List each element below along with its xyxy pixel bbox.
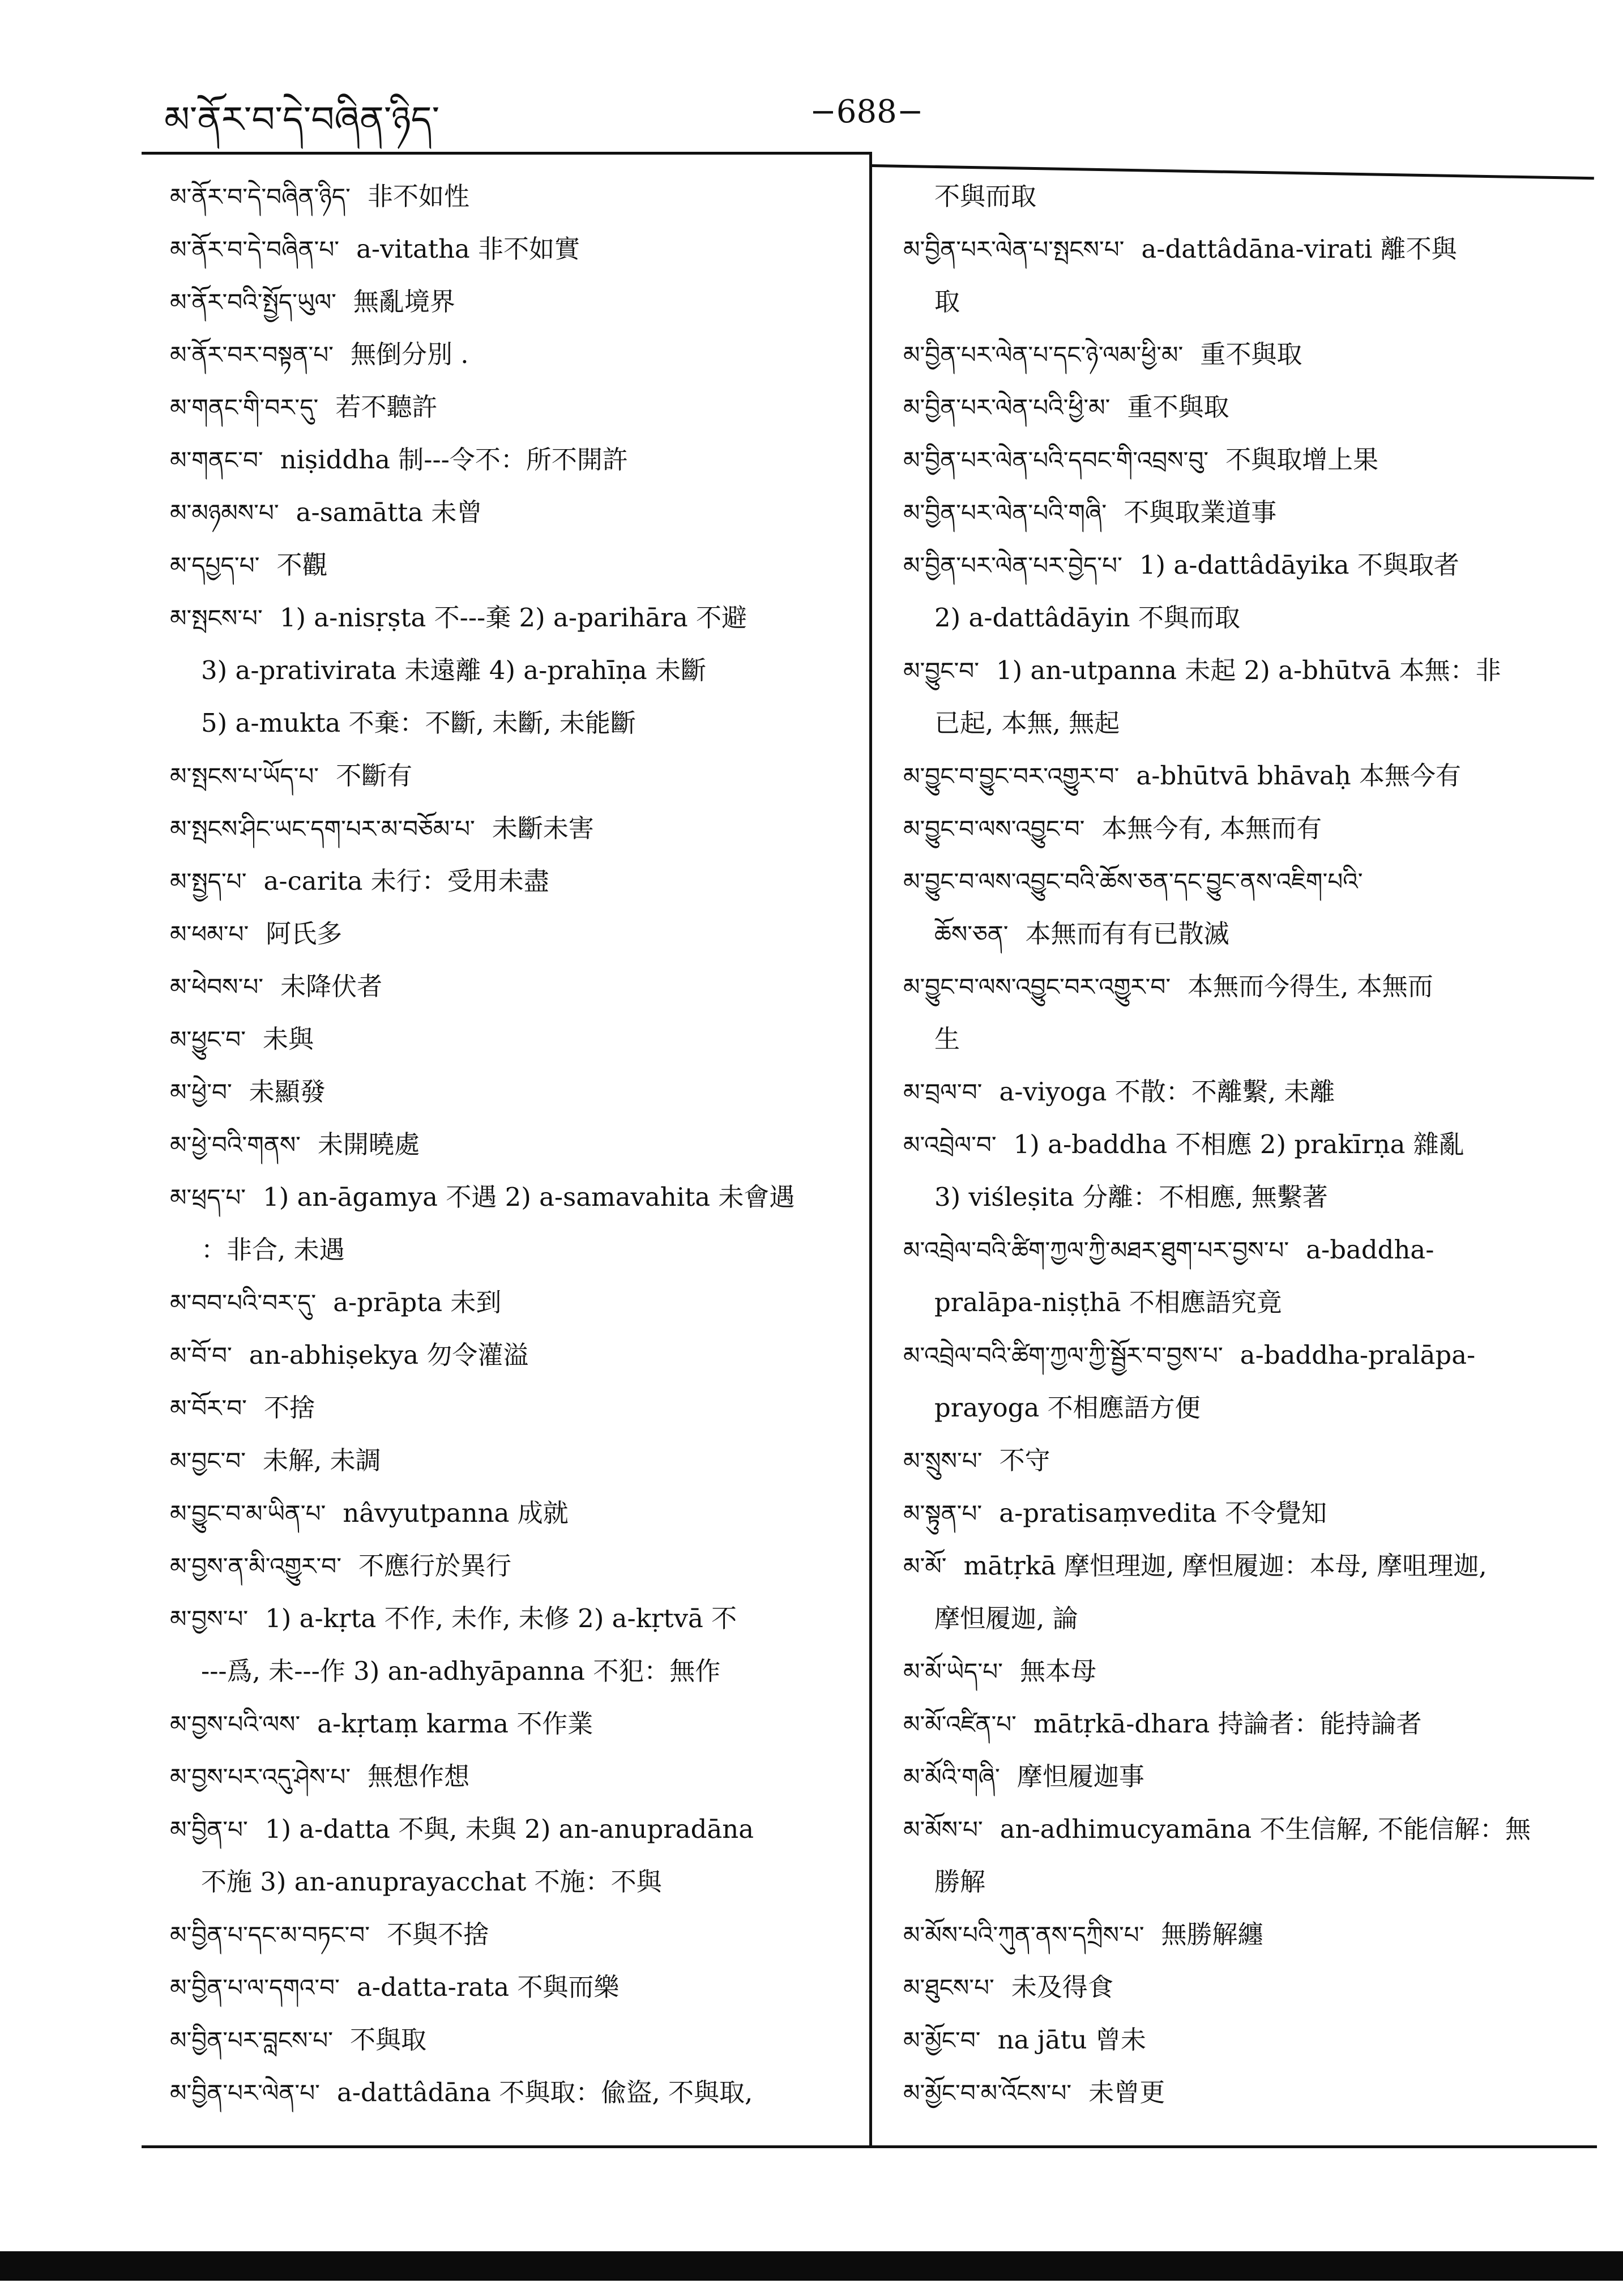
dictionary-line <box>903 1013 1577 1065</box>
entry-gloss: 重不與取 <box>1127 392 1229 422</box>
entry-gloss: a-viyoga 不散：不離繫, 未離 <box>999 1077 1335 1107</box>
entry-gloss: 未顯發 <box>249 1077 326 1107</box>
entry-gloss: a-datta-rata 不與而樂 <box>356 1972 620 2002</box>
entry-gloss: 不斷有 <box>336 761 413 791</box>
bottom-rule <box>142 2145 1597 2148</box>
dictionary-line <box>903 1803 1577 1855</box>
entry-gloss: 1) an-āgamya 不遇 2) a-samavahita 未會遇 <box>263 1182 795 1212</box>
tibetan-headword: མ་མྱོང་བ་མ་འོངས་པ་ <box>903 2079 1072 2107</box>
entry-gloss: 未斷未害 <box>492 813 594 843</box>
tibetan-headword: མ་བྱིན་པར་ལེན་པའི་དབང་གི་འབྲས་བུ་ <box>903 446 1209 474</box>
dictionary-line <box>170 2066 878 2119</box>
dictionary-line <box>903 855 1577 907</box>
dictionary-line <box>903 2066 1577 2119</box>
dictionary-line <box>903 486 1577 539</box>
dictionary-line <box>903 1487 1577 1539</box>
dictionary-line <box>170 1065 878 1118</box>
dictionary-line <box>170 223 878 275</box>
dictionary-line <box>170 1855 878 1908</box>
tibetan-headword: མ་བྱུང་བ་ལས་འབྱུང་བ་ <box>903 815 1085 843</box>
entry-gloss: a-bhūtvā bhāvaḥ 本無今有 <box>1136 761 1462 791</box>
dictionary-line <box>170 697 878 749</box>
entry-gloss: a-carita 未行：受用未盡 <box>263 866 549 896</box>
entry-gloss: mātṛkā 摩怛理迦, 摩怛履迦：本母, 摩咀理迦, <box>963 1551 1487 1581</box>
top-rule-left <box>142 152 872 155</box>
tibetan-headword: མ་གནང་གི་བར་དུ་ <box>170 394 319 421</box>
tibetan-headword: མ་བྱིན་པ་དང་མ་བཏང་བ་ <box>170 1921 370 1949</box>
tibetan-headword: མ་མྱོང་བ་ <box>903 2026 981 2054</box>
entry-gloss: pralāpa-niṣṭhā 不相應語究竟 <box>934 1287 1282 1317</box>
entry-gloss: 無想作想 <box>368 1761 470 1791</box>
entry-gloss: 1) an-utpanna 未起 2) a-bhūtvā 本無：非 <box>996 655 1501 685</box>
dictionary-line <box>170 591 878 644</box>
tibetan-headword: མ་བྱིན་པ་ལ་དགའ་བ་ <box>170 1974 340 2001</box>
dictionary-line <box>903 1539 1577 1592</box>
entry-gloss: 無倒分別 . <box>350 339 469 369</box>
dictionary-line <box>903 2013 1577 2066</box>
tibetan-headword: མ་སྟུན་པ་ <box>903 1500 983 1527</box>
entry-gloss: 2) a-dattâdāyin 不與而取 <box>934 603 1240 633</box>
entry-gloss: 本無今有, 本無而有 <box>1101 813 1322 843</box>
entry-gloss: 取 <box>934 287 960 317</box>
tibetan-headword: མ་བྲལ་བ་ <box>903 1078 983 1106</box>
tibetan-headword: མ་བྱུང་བ་ <box>903 657 980 685</box>
entry-gloss: 未降伏者 <box>280 971 383 1001</box>
tibetan-headword: མ་མོ་ <box>903 1552 947 1580</box>
entry-gloss: 不與而取 <box>934 181 1037 211</box>
right-column <box>903 170 1577 2119</box>
tibetan-headword: མ་སྲུས་པ་ <box>903 1447 983 1475</box>
tibetan-headword: མ་བྱས་པར་འདུ་ཤེས་པ་ <box>170 1763 351 1791</box>
scan-edge-band <box>0 2251 1623 2281</box>
tibetan-headword: མ་བོར་བ་ <box>170 1394 247 1422</box>
entry-gloss: 1) a-dattâdāyika 不與取者 <box>1139 550 1459 580</box>
tibetan-headword: མ་བྱུང་བ་བྱུང་བར་འགྱུར་བ་ <box>903 762 1120 790</box>
dictionary-line <box>903 1645 1577 1697</box>
tibetan-headword: མ་བྱིན་པར་ལེན་པ་དང་ཉེ་ལམ་ཕྱི་མ་ <box>903 341 1184 369</box>
dictionary-line <box>170 1539 878 1592</box>
tibetan-headword: མ་ཐུངས་པ་ <box>903 1974 994 2001</box>
running-head: མ་ནོར་བ་དེ་བཞིན་ཉིད་ <box>164 99 440 141</box>
dictionary-line <box>903 223 1577 275</box>
tibetan-headword: མ་བྱིན་པར་ལེན་པ་ <box>170 2079 320 2107</box>
entry-gloss: 勝解 <box>934 1867 986 1897</box>
dictionary-line <box>170 1118 878 1171</box>
entry-gloss: a-kṛtaṃ karma 不作業 <box>317 1709 593 1739</box>
entry-gloss: a-prāpta 未到 <box>333 1287 502 1317</box>
entry-gloss: 3) a-prativirata 未遠離 4) a-prahīṇa 未斷 <box>201 655 706 685</box>
dictionary-line <box>903 1276 1577 1329</box>
tibetan-headword: མ་འབྲེལ་བ་ <box>903 1131 997 1159</box>
tibetan-headword: མ་བྱས་ན་མི་འགྱུར་བ་ <box>170 1552 342 1580</box>
tibetan-headword: མ་ནོར་བར་བསྟན་པ་ <box>170 341 334 369</box>
dictionary-line <box>170 1645 878 1697</box>
entry-gloss: 非不如性 <box>367 181 469 211</box>
dictionary-line <box>903 1223 1577 1276</box>
dictionary-line <box>903 1750 1577 1803</box>
entry-gloss: 未曾更 <box>1088 2077 1165 2107</box>
entry-gloss: 不施 3) an-anuprayacchat 不施：不與 <box>201 1867 662 1897</box>
dictionary-line <box>903 1171 1577 1223</box>
entry-gloss: a-baddha- <box>1306 1235 1434 1265</box>
dictionary-line <box>170 1223 878 1276</box>
tibetan-headword: མ་འབྲེལ་བའི་ཚིག་ཀྱལ་ཀྱི་སྦྱོར་བ་བྱས་པ་ <box>903 1342 1223 1369</box>
tibetan-headword: མ་བྱིན་པར་ལེན་པའི་གཞི་ <box>903 499 1107 527</box>
entry-gloss: 本無而今得生, 本無而 <box>1188 971 1433 1001</box>
dictionary-line <box>903 907 1577 960</box>
tibetan-headword: མ་བོ་བ་ <box>170 1342 232 1369</box>
entry-gloss: 本無而有有已散滅 <box>1025 919 1229 949</box>
entry-gloss: 無勝解纏 <box>1161 1919 1263 1949</box>
tibetan-headword: མ་བྱིན་པར་ལེན་པར་བྱེད་པ་ <box>903 552 1122 579</box>
tibetan-headword: མ་ནོར་བ་དེ་བཞིན་ཉིད་ <box>170 183 351 211</box>
tibetan-headword: མ་བྱིན་པར་བླངས་པ་ <box>170 2026 334 2054</box>
page-number: −688− <box>810 93 924 130</box>
dictionary-line <box>170 2013 878 2066</box>
dictionary-line <box>903 802 1577 855</box>
entry-gloss: ---爲, 未---作 3) an-adhyāpanna 不犯：無作 <box>201 1656 721 1686</box>
dictionary-line <box>903 644 1577 697</box>
dictionary-line <box>903 1592 1577 1645</box>
dictionary-line <box>170 170 878 223</box>
entry-gloss: 摩怛履迦事 <box>1016 1761 1144 1791</box>
entry-gloss: 不與取業道事 <box>1124 497 1277 527</box>
tibetan-headword: མ་བྱིན་པར་ལེན་པ་སྤངས་པ་ <box>903 236 1125 263</box>
entry-gloss: 不捨 <box>263 1393 315 1423</box>
entry-gloss: 1) a-baddha 不相應 2) prakīrṇa 雜亂 <box>1013 1129 1464 1159</box>
entry-gloss: a-samātta 未曾 <box>296 497 482 527</box>
tibetan-headword: མ་བྱིན་པར་ལེན་པའི་ཕྱི་མ་ <box>903 394 1111 421</box>
dictionary-line <box>903 433 1577 486</box>
entry-gloss: mātṛkā-dhara 持論者：能持論者 <box>1033 1709 1422 1739</box>
entry-gloss: a-dattâdāna 不與取：偸盜, 不與取, <box>336 2077 753 2107</box>
tibetan-headword: མ་མོས་པའི་ཀུན་ནས་དཀྲིས་པ་ <box>903 1921 1144 1949</box>
tibetan-headword: མ་གནང་བ་ <box>170 446 263 474</box>
dictionary-line <box>170 907 878 960</box>
page-header <box>164 68 1467 142</box>
tibetan-headword: མ་བབ་པའི་བར་དུ་ <box>170 1289 317 1317</box>
entry-gloss: 5) a-mukta 不棄：不斷, 未斷, 未能斷 <box>201 708 636 738</box>
tibetan-headword: མ་བྱས་པ་ <box>170 1605 249 1633</box>
tibetan-headword: མ་བྱུང་བ་ལས་འབྱུང་བར་འགྱུར་བ་ <box>903 973 1171 1001</box>
entry-gloss: 摩怛履迦, 論 <box>934 1603 1078 1633</box>
tibetan-headword: མ་བྱིན་པ་ <box>170 1816 248 1843</box>
entry-gloss: 無亂境界 <box>353 287 455 317</box>
entry-gloss: 生 <box>934 1024 960 1054</box>
tibetan-headword: མ་བྱུང་བ་མ་ཡིན་པ་ <box>170 1500 326 1527</box>
entry-gloss: an-abhiṣekya 勿令灌溢 <box>249 1340 529 1370</box>
tibetan-headword: མ་མོ་ཡེད་པ་ <box>903 1658 1003 1685</box>
dictionary-line <box>170 1487 878 1539</box>
dictionary-line <box>903 170 1577 223</box>
dictionary-line <box>170 749 878 802</box>
entry-gloss: 若不聽許 <box>335 392 438 422</box>
entry-gloss: 1) a-kṛta 不作, 未作, 未修 2) a-kṛtvā 不 <box>265 1603 737 1633</box>
tibetan-headword: མ་མཉམས་པ་ <box>170 499 279 527</box>
tibetan-headword: མ་སྤངས་པ་ཡོད་པ་ <box>170 762 319 790</box>
entry-gloss: an-adhimucyamāna 不生信解, 不能信解：無 <box>1000 1814 1531 1844</box>
tibetan-headword: མ་ཕེབས་པ་ <box>170 973 264 1001</box>
tibetan-headword: མ་བྱས་པའི་ལས་ <box>170 1710 301 1738</box>
dictionary-line <box>170 1434 878 1487</box>
tibetan-headword: མ་སྤྱད་པ་ <box>170 868 247 895</box>
dictionary-line <box>170 328 878 381</box>
entry-gloss: 不守 <box>999 1445 1050 1475</box>
entry-gloss: 無本母 <box>1019 1656 1096 1686</box>
dictionary-line <box>903 1329 1577 1381</box>
tibetan-headword: མ་དཔྱད་པ་ <box>170 552 260 579</box>
dictionary-line <box>170 486 878 539</box>
dictionary-line <box>903 960 1577 1013</box>
dictionary-line <box>170 1329 878 1381</box>
tibetan-headword: མ་ཕྱེ་བའི་གནས་ <box>170 1131 301 1159</box>
dictionary-line <box>903 328 1577 381</box>
entry-gloss: a-vitatha 非不如實 <box>356 234 580 264</box>
entry-gloss: 不與取 <box>350 2025 427 2055</box>
dictionary-line <box>170 1592 878 1645</box>
tibetan-headword: ཆོས་ཅན་ <box>934 920 1009 948</box>
tibetan-headword: མ་བྱུང་བ་ལས་འབྱུང་བའི་ཆོས་ཅན་དང་བྱུང་ནས་འཇིག་པའི་ <box>903 868 1363 895</box>
entry-gloss: 重不與取 <box>1200 339 1302 369</box>
entry-gloss: a-pratisaṃvedita 不令覺知 <box>999 1498 1327 1528</box>
dictionary-line <box>170 381 878 433</box>
entry-gloss: 已起, 本無, 無起 <box>934 708 1120 738</box>
dictionary-line <box>170 539 878 591</box>
entry-gloss: 不應行於異行 <box>358 1551 512 1581</box>
left-column <box>170 170 878 2119</box>
entry-gloss: a-baddha-pralāpa- <box>1240 1340 1476 1370</box>
tibetan-headword: མ་ནོར་བ་དེ་བཞིན་པ་ <box>170 236 340 263</box>
dictionary-line <box>170 1750 878 1803</box>
dictionary-line <box>170 1013 878 1065</box>
dictionary-line <box>903 381 1577 433</box>
tibetan-headword: མ་ནོར་བའི་སྤྱོད་ཡུལ་ <box>170 288 336 316</box>
tibetan-headword: མ་ཕམ་པ་ <box>170 920 249 948</box>
entry-gloss: nâvyutpanna 成就 <box>343 1498 569 1528</box>
tibetan-headword: མ་ཕྲད་པ་ <box>170 1184 246 1211</box>
dictionary-line <box>903 275 1577 328</box>
dictionary-line <box>903 591 1577 644</box>
dictionary-line <box>170 1276 878 1329</box>
dictionary-line <box>170 1908 878 1961</box>
dictionary-line <box>170 1803 878 1855</box>
dictionary-line <box>903 1065 1577 1118</box>
dictionary-line <box>903 1908 1577 1961</box>
dictionary-line <box>903 1697 1577 1750</box>
entry-gloss: 阿氏多 <box>266 919 343 949</box>
entry-gloss: 未解, 未調 <box>263 1445 381 1475</box>
dictionary-line <box>903 1118 1577 1171</box>
entry-gloss: a-dattâdāna-virati 離不與 <box>1141 234 1457 264</box>
dictionary-line <box>903 749 1577 802</box>
entry-gloss: 3) viśleṣita 分離：不相應, 無繫著 <box>934 1182 1328 1212</box>
dictionary-line <box>170 644 878 697</box>
dictionary-line <box>170 1697 878 1750</box>
tibetan-headword: མ་མོ་འཛིན་པ་ <box>903 1710 1017 1738</box>
dictionary-line <box>170 1171 878 1223</box>
tibetan-headword: མ་མོས་པ་ <box>903 1816 983 1843</box>
entry-gloss: na jātu 曾未 <box>997 2025 1146 2055</box>
entry-gloss: prayoga 不相應語方便 <box>934 1393 1201 1423</box>
entry-gloss: 不與不捨 <box>387 1919 489 1949</box>
entry-gloss: 未與 <box>263 1024 314 1054</box>
tibetan-headword: མ་སྤངས་ཤིང་ཡང་དག་པར་མ་བཅོམ་པ་ <box>170 815 475 843</box>
dictionary-line <box>903 1855 1577 1908</box>
dictionary-line <box>170 433 878 486</box>
tibetan-headword: མ་འབྲེལ་བའི་ཚིག་ཀྱལ་ཀྱི་མཐར་ཐུག་པར་བྱས་པ་ <box>903 1236 1289 1264</box>
dictionary-line <box>170 275 878 328</box>
dictionary-line <box>170 1381 878 1434</box>
entry-gloss: 不與取增上果 <box>1225 445 1379 475</box>
dictionary-line <box>170 802 878 855</box>
tibetan-headword: མ་ཕྱུང་བ་ <box>170 1026 246 1053</box>
dictionary-line <box>903 1961 1577 2013</box>
tibetan-headword: མ་སྤངས་པ་ <box>170 604 263 632</box>
dictionary-line <box>170 855 878 907</box>
dictionary-line <box>170 1961 878 2013</box>
entry-gloss: 1) a-datta 不與, 未與 2) an-anupradāna <box>264 1814 754 1844</box>
tibetan-headword: མ་མོའི་གཞི་ <box>903 1763 1000 1791</box>
entry-gloss: 未及得食 <box>1011 1972 1113 2002</box>
tibetan-headword: མ་ཕྱེ་བ་ <box>170 1078 232 1106</box>
dictionary-line <box>903 1381 1577 1434</box>
dictionary-line <box>903 697 1577 749</box>
entry-gloss: 1) a-nisṛṣta 不---棄 2) a-parihāra 不避 <box>279 603 748 633</box>
entry-gloss: 未開曉處 <box>318 1129 420 1159</box>
entry-gloss: ：非合, 未遇 <box>201 1235 345 1265</box>
dictionary-line <box>903 539 1577 591</box>
entry-gloss: 不觀 <box>276 550 328 580</box>
dictionary-line <box>170 960 878 1013</box>
dictionary-line <box>903 1434 1577 1487</box>
tibetan-headword: མ་བྱང་བ་ <box>170 1447 246 1475</box>
entry-gloss: niṣiddha 制---令不：所不開許 <box>280 445 628 475</box>
